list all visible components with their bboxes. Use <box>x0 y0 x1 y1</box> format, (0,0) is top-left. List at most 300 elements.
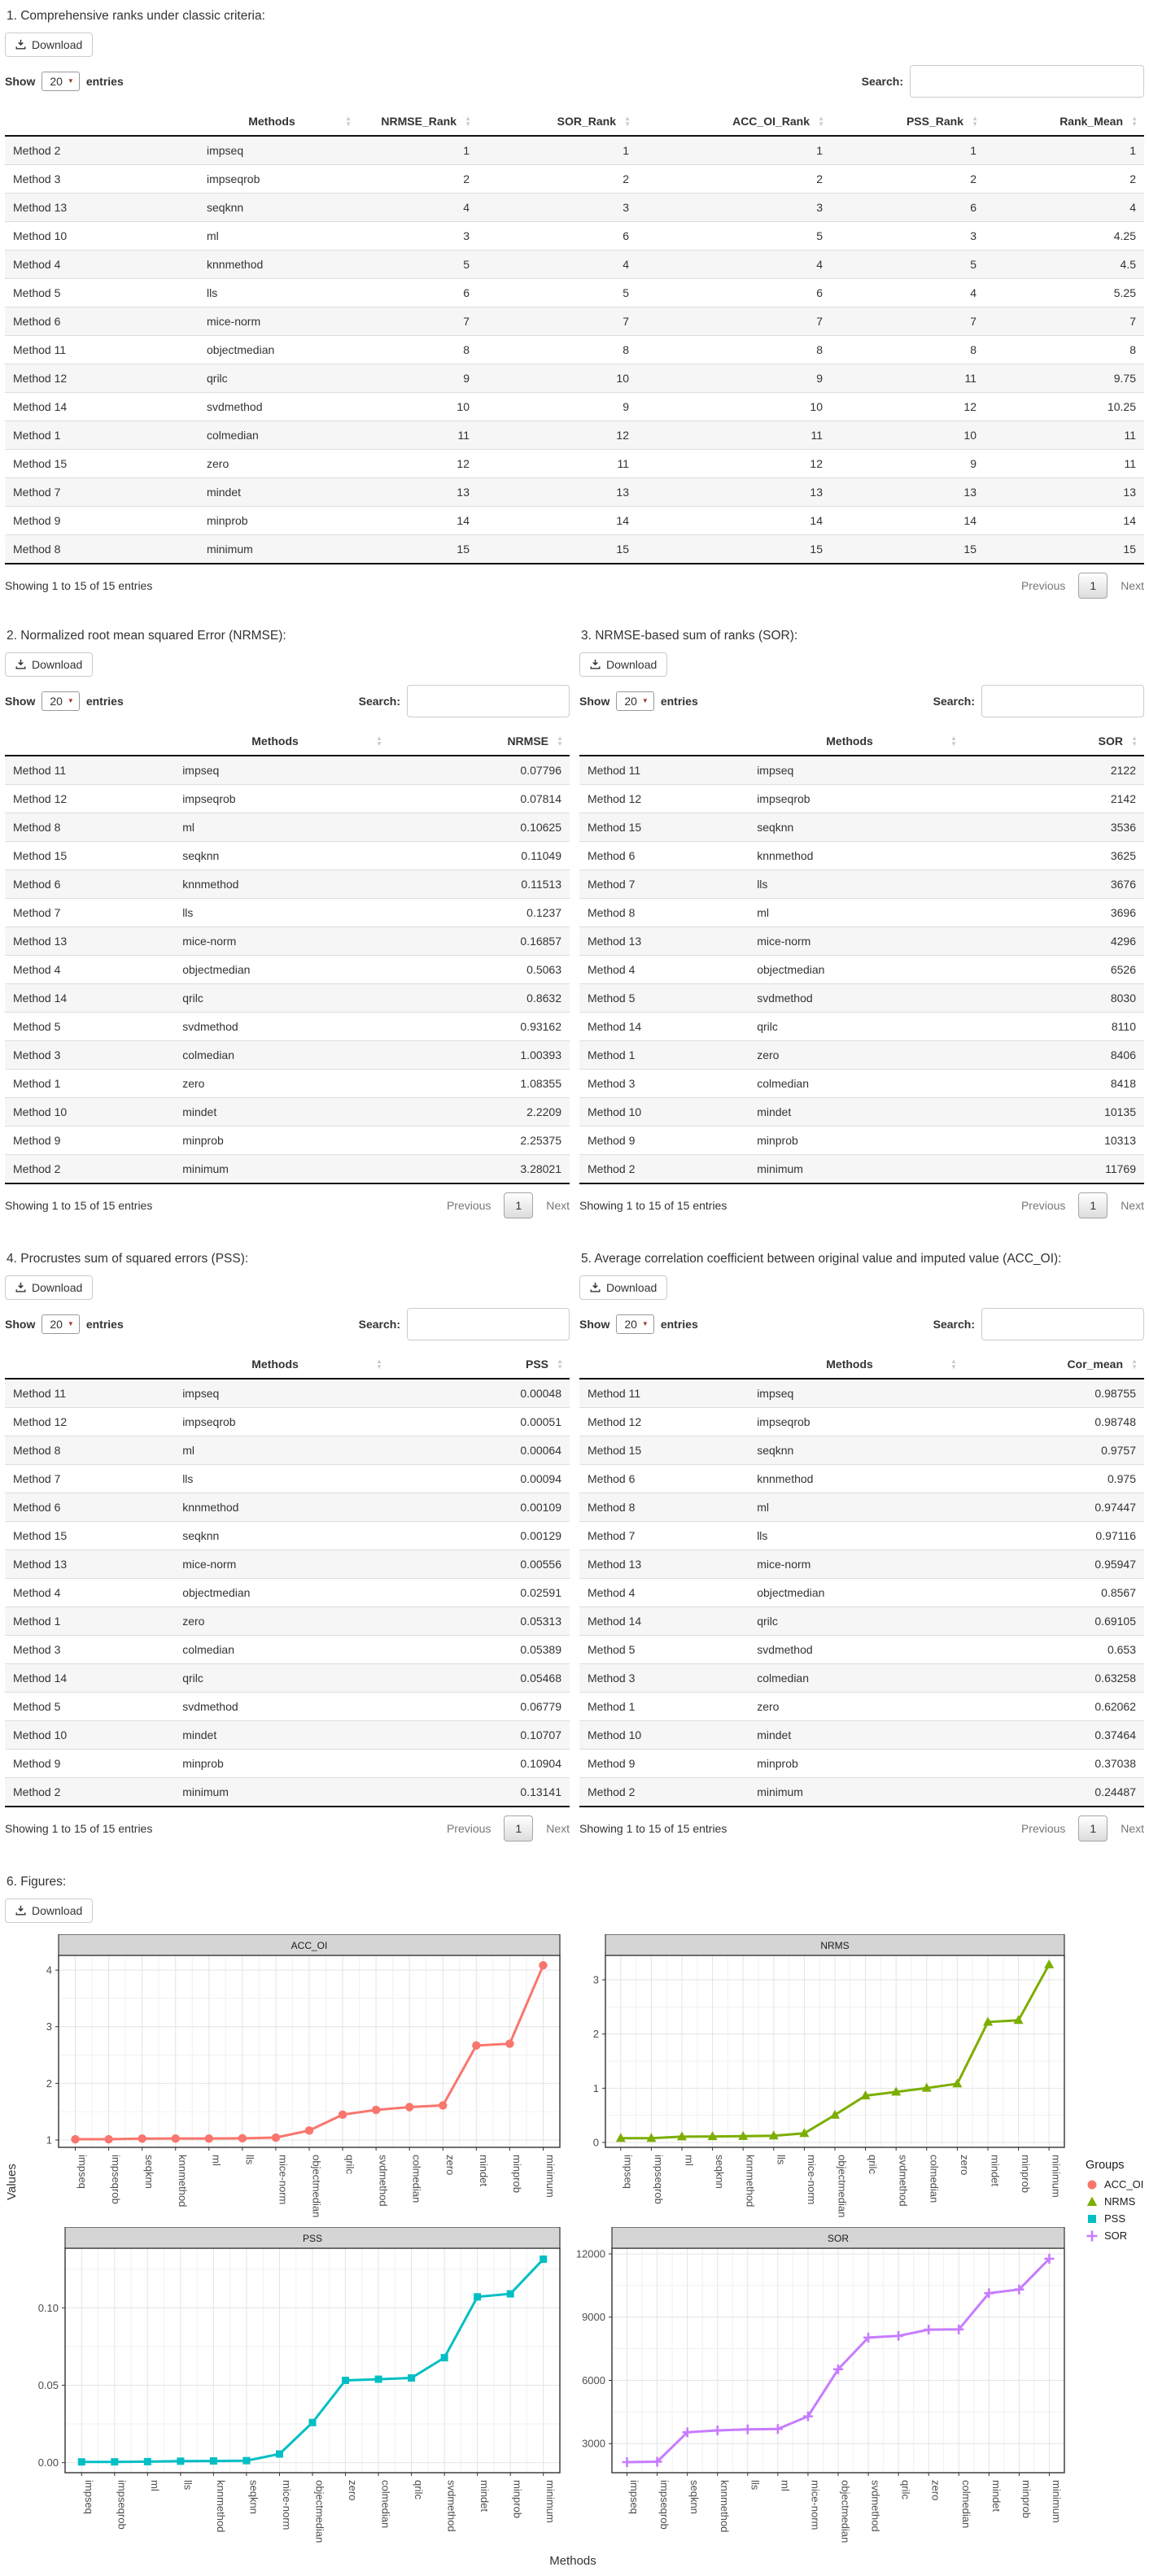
svg-text:knnmethod: knnmethod <box>719 2479 732 2533</box>
sort-icon: ▲ ▼ <box>465 114 471 128</box>
table-row <box>5 1012 570 1040</box>
cell: 0.62062 <box>963 1692 1144 1720</box>
svg-text:ml: ml <box>779 2479 792 2491</box>
cell: 0.97447 <box>963 1493 1144 1521</box>
table-row <box>5 1154 570 1183</box>
caret-down-icon: ▼ <box>67 77 74 85</box>
cell: 5 <box>358 250 478 278</box>
svg-text:colmedian: colmedian <box>959 2479 972 2528</box>
cell: 0.8632 <box>389 983 570 1012</box>
svg-text:0.00: 0.00 <box>37 2456 59 2469</box>
column-header-pss_rank[interactable]: PSS_Rank ▲ ▼ <box>831 107 985 136</box>
search-input[interactable] <box>407 685 570 717</box>
triangle-marker-icon <box>1086 2195 1099 2208</box>
previous-page-button[interactable]: Previous <box>446 1198 491 1212</box>
section-nrmse <box>5 623 570 1243</box>
cell: mindet <box>174 1097 389 1126</box>
cell: mindet <box>174 1720 389 1749</box>
table-row <box>579 1720 1144 1749</box>
svg-text:lls: lls <box>749 2479 762 2490</box>
cell: 11 <box>831 364 985 392</box>
svg-text:svdmethod: svdmethod <box>869 2479 882 2532</box>
show-label: Show <box>579 1317 610 1331</box>
cell: Method 13 <box>579 1550 749 1578</box>
cell: Method 11 <box>13 1386 67 1400</box>
page-length-control <box>5 1314 124 1334</box>
cell: Method 4 <box>5 250 199 278</box>
cell: minimum <box>749 1154 963 1183</box>
sort-icon: ▲ ▼ <box>950 734 957 748</box>
table-row <box>5 506 1144 534</box>
cell: Method 6 <box>5 870 174 898</box>
chart-nrms <box>568 1934 1073 2221</box>
cell: lls <box>749 870 963 898</box>
page-1-button[interactable]: 1 <box>504 1815 533 1842</box>
table-row <box>579 955 1144 983</box>
cell: 5 <box>831 250 985 278</box>
cell: svdmethod <box>199 392 358 421</box>
cell: Method 7 <box>579 1521 749 1550</box>
cell: Method 7 <box>579 870 749 898</box>
cell: Method 13 <box>579 926 749 955</box>
show-label: Show <box>5 1317 36 1331</box>
column-header-methods[interactable]: Methods ▲ ▼ <box>199 107 358 136</box>
download-button[interactable] <box>579 1275 667 1300</box>
cell: 2 <box>637 164 831 193</box>
cell: 15 <box>637 534 831 564</box>
search-input[interactable] <box>981 1308 1144 1340</box>
show-label: Show <box>5 694 36 708</box>
pagination <box>447 1192 570 1218</box>
cell: 0.13141 <box>389 1777 570 1807</box>
download-icon <box>590 659 601 669</box>
cell: colmedian <box>174 1635 389 1663</box>
cell: 1.08355 <box>389 1069 570 1097</box>
entries-label: entries <box>85 1317 124 1331</box>
svg-text:impseq: impseq <box>76 2154 90 2189</box>
cell: Method 5 <box>579 1635 749 1663</box>
sor-table <box>579 727 1144 1184</box>
caret-down-icon: ▼ <box>641 1320 649 1328</box>
cell: 12 <box>831 392 985 421</box>
svg-text:mice-norm: mice-norm <box>277 2154 290 2205</box>
svg-text:lls: lls <box>775 2154 788 2164</box>
cell: 10.25 <box>985 392 1144 421</box>
square-marker-icon <box>1086 2212 1099 2225</box>
cell: 0.00109 <box>389 1493 570 1521</box>
column-header-nrmse[interactable]: NRMSE ▲ ▼ <box>389 727 570 756</box>
column-header-methods[interactable]: Methods ▲ ▼ <box>749 727 963 756</box>
table-row <box>5 841 570 870</box>
cell: knnmethod <box>749 1464 963 1493</box>
cell: ml <box>174 813 389 841</box>
table-row <box>5 1379 570 1408</box>
cell: Method 4 <box>5 955 174 983</box>
cell: Method 8 <box>579 1493 749 1521</box>
cell: 0.10625 <box>389 813 570 841</box>
svg-text:6000: 6000 <box>582 2373 605 2386</box>
cell: Method 11 <box>5 335 199 364</box>
cell: 0.69105 <box>963 1606 1144 1635</box>
table-row <box>579 1407 1144 1436</box>
legend-label: ACC_OI <box>1104 2178 1144 2191</box>
cell: seqknn <box>199 193 358 221</box>
sort-icon: ▲ ▼ <box>345 114 352 128</box>
sort-icon: ▲ ▼ <box>950 1357 957 1371</box>
cell: Method 14 <box>5 1663 174 1692</box>
show-label: Show <box>5 74 36 88</box>
search-input[interactable] <box>407 1308 570 1340</box>
download-button[interactable] <box>5 33 93 57</box>
svg-text:1: 1 <box>592 2081 599 2094</box>
cell: Method 8 <box>5 1436 174 1464</box>
section-acc-title: 5. Average correlation coefficient between original value and imputed value (ACC_OI): <box>581 1251 1062 1266</box>
previous-page-button[interactable]: Previous <box>446 1821 491 1835</box>
page-size-select[interactable] <box>42 72 80 91</box>
table-row <box>5 136 1144 165</box>
cell: Method 8 <box>5 813 174 841</box>
search-input[interactable] <box>910 65 1144 98</box>
cell: 13 <box>478 477 637 506</box>
download-button[interactable] <box>579 652 667 677</box>
table-row <box>579 1663 1144 1692</box>
svg-text:SOR: SOR <box>827 2232 850 2244</box>
column-header-pss[interactable]: PSS ▲ ▼ <box>389 1350 570 1379</box>
search-control <box>933 1308 1144 1340</box>
section-pss-title: 4. Procrustes sum of squared errors (PSS): <box>7 1251 249 1266</box>
previous-page-button[interactable]: Previous <box>1020 1821 1066 1835</box>
cell: seqknn <box>174 1521 389 1550</box>
column-header-sor[interactable]: SOR ▲ ▼ <box>963 727 1144 756</box>
svg-text:minprob: minprob <box>1020 2479 1033 2518</box>
cell: seqknn <box>749 1436 963 1464</box>
column-header-methods[interactable]: Methods ▲ ▼ <box>174 1350 389 1379</box>
svg-text:0: 0 <box>592 2136 599 2149</box>
table-row <box>5 1692 570 1720</box>
x-axis-title: Methods <box>549 2553 596 2568</box>
cell: 4 <box>358 193 478 221</box>
cell: Method 6 <box>5 307 199 335</box>
svg-text:0.10: 0.10 <box>37 2301 59 2314</box>
next-page-button[interactable]: Next <box>1121 1821 1144 1835</box>
cell: svdmethod <box>174 1012 389 1040</box>
cell: 8 <box>478 335 637 364</box>
cell: 14 <box>831 506 985 534</box>
cell: impseq <box>207 143 244 157</box>
svg-text:mindet: mindet <box>478 2479 491 2512</box>
cell: zero <box>749 1040 963 1069</box>
cell: minimum <box>199 534 358 564</box>
cell: Method 2 <box>5 1777 174 1807</box>
cell: 0.98755 <box>1094 1386 1136 1400</box>
cell: 0.37038 <box>963 1749 1144 1777</box>
cell: Method 12 <box>579 784 749 813</box>
cell: 12 <box>358 449 478 477</box>
svg-text:zero: zero <box>443 2154 457 2175</box>
table-row <box>579 1692 1144 1720</box>
svg-text:svdmethod: svdmethod <box>377 2154 390 2207</box>
table-row <box>5 1521 570 1550</box>
page-size-value: 20 <box>624 694 637 708</box>
cell: impseqrob <box>749 1407 963 1436</box>
svg-text:minprob: minprob <box>510 2154 523 2193</box>
table-row <box>5 983 570 1012</box>
column-header-methods[interactable]: Methods ▲ ▼ <box>749 1350 963 1379</box>
svg-text:qrilc: qrilc <box>413 2479 426 2500</box>
sort-icon: ▲ ▼ <box>557 734 563 748</box>
svg-text:3: 3 <box>592 1973 599 1986</box>
cell: 6 <box>358 278 478 307</box>
section-ranks <box>5 8 1144 599</box>
y-axis-title: Values <box>4 2163 19 2200</box>
cell: mice-norm <box>199 307 358 335</box>
cell: 1 <box>1129 143 1136 157</box>
cell: Method 3 <box>579 1663 749 1692</box>
table-row <box>5 250 1144 278</box>
cell: 11 <box>985 449 1144 477</box>
cell: Method 11 <box>588 1386 641 1400</box>
table-row <box>579 1749 1144 1777</box>
cell: mice-norm <box>174 1550 389 1578</box>
table-row <box>579 813 1144 841</box>
table-row <box>579 1521 1144 1550</box>
table-row <box>5 1550 570 1578</box>
svg-text:knnmethod: knnmethod <box>177 2154 190 2208</box>
cell: impseqrob <box>174 784 389 813</box>
cell: Method 12 <box>5 364 199 392</box>
table-row <box>5 926 570 955</box>
table-row <box>5 1663 570 1692</box>
table-row <box>5 1749 570 1777</box>
cell: 8406 <box>963 1040 1144 1069</box>
cell: knnmethod <box>199 250 358 278</box>
cell: 0.10904 <box>389 1749 570 1777</box>
cell: mindet <box>199 477 358 506</box>
cell: colmedian <box>749 1069 963 1097</box>
cell: Method 3 <box>5 164 199 193</box>
svg-text:minimum: minimum <box>1050 2154 1063 2198</box>
cell: objectmedian <box>749 955 963 983</box>
cell: lls <box>749 1521 963 1550</box>
cell: 12 <box>637 449 831 477</box>
download-button[interactable] <box>5 652 93 677</box>
cell: Method 14 <box>579 1012 749 1040</box>
cell: 13 <box>831 477 985 506</box>
section-sor-title: 3. NRMSE-based sum of ranks (SOR): <box>581 628 798 643</box>
cell: 14 <box>478 506 637 534</box>
cell: 15 <box>831 534 985 564</box>
page-1-button[interactable]: 1 <box>1078 573 1107 599</box>
cell: Method 12 <box>5 784 174 813</box>
cell: Method 8 <box>579 898 749 926</box>
cell: 5 <box>637 221 831 250</box>
cell: Method 12 <box>5 1407 174 1436</box>
cell: Method 2 <box>13 143 61 157</box>
cell: zero <box>199 449 358 477</box>
caret-down-icon: ▼ <box>67 1320 74 1328</box>
cell: ml <box>749 1493 963 1521</box>
search-input[interactable] <box>981 685 1144 717</box>
cell: 10 <box>637 392 831 421</box>
next-page-button[interactable]: Next <box>546 1821 570 1835</box>
cell: Method 1 <box>5 1606 174 1635</box>
entries-label: entries <box>85 694 124 708</box>
search-label: Search: <box>933 1317 975 1331</box>
cell: 4 <box>831 278 985 307</box>
legend-item-sor <box>1086 2229 1149 2243</box>
download-button[interactable] <box>5 1898 93 1923</box>
cell: impseq <box>182 763 220 777</box>
table-row <box>5 1493 570 1521</box>
page-size-select[interactable] <box>616 1314 654 1334</box>
sort-icon: ▲ ▼ <box>624 114 631 128</box>
cell: Method 9 <box>5 1126 174 1154</box>
svg-text:ACC_OI: ACC_OI <box>291 1939 328 1951</box>
page-1-button[interactable]: 1 <box>504 1192 533 1218</box>
table-row <box>5 278 1144 307</box>
svg-text:2: 2 <box>46 2077 52 2090</box>
column-header-rank_mean[interactable]: Rank_Mean ▲ ▼ <box>985 107 1144 136</box>
svg-text:objectmedian: objectmedian <box>839 2479 852 2543</box>
download-label: Download <box>32 1280 83 1294</box>
column-header-nrmse_rank[interactable]: NRMSE_Rank ▲ ▼ <box>358 107 478 136</box>
page-size-value: 20 <box>50 74 63 88</box>
table-row <box>5 1578 570 1606</box>
svg-text:colmedian: colmedian <box>379 2479 392 2528</box>
cell: svdmethod <box>749 1635 963 1663</box>
table-info: Showing 1 to 15 of 15 entries <box>5 578 153 592</box>
cell: Method 1 <box>579 1040 749 1069</box>
cell: 2 <box>358 164 478 193</box>
download-label: Download <box>32 1903 83 1917</box>
cell: Method 1 <box>579 1692 749 1720</box>
cell: 4.25 <box>985 221 1144 250</box>
cell: 0.00048 <box>520 1386 561 1400</box>
previous-page-button[interactable]: Previous <box>1020 578 1066 592</box>
svg-text:impseqrob: impseqrob <box>116 2479 129 2530</box>
table-row <box>579 1097 1144 1126</box>
cell: 0.93162 <box>389 1012 570 1040</box>
svg-text:mice-norm: mice-norm <box>805 2154 818 2205</box>
cell: 9 <box>637 364 831 392</box>
cell: 3 <box>478 193 637 221</box>
cell: 0.95947 <box>963 1550 1144 1578</box>
next-page-button[interactable]: Next <box>546 1198 570 1212</box>
page-1-button[interactable]: 1 <box>1078 1192 1107 1218</box>
cell: colmedian <box>174 1040 389 1069</box>
next-page-button[interactable]: Next <box>1121 578 1144 592</box>
table-row <box>579 1069 1144 1097</box>
svg-text:minimum: minimum <box>544 2154 557 2198</box>
sort-icon: ▲ ▼ <box>818 114 824 128</box>
cell: Method 1 <box>5 421 199 449</box>
table-row <box>5 364 1144 392</box>
cell: minprob <box>749 1749 963 1777</box>
cell: Method 2 <box>579 1154 749 1183</box>
cell: colmedian <box>199 421 358 449</box>
cell: 3676 <box>963 870 1144 898</box>
circle-marker-icon <box>1086 2178 1099 2191</box>
page-size-select[interactable] <box>42 1314 80 1334</box>
cell: 13 <box>637 477 831 506</box>
svg-text:knnmethod: knnmethod <box>214 2479 227 2533</box>
table-row <box>5 193 1144 221</box>
table-row <box>5 1635 570 1663</box>
sort-icon: ▲ ▼ <box>375 734 382 748</box>
page-size-select[interactable] <box>42 691 80 711</box>
cell: Method 12 <box>579 1407 749 1436</box>
column-header-sor_rank[interactable]: SOR_Rank ▲ ▼ <box>478 107 637 136</box>
svg-text:svdmethod: svdmethod <box>445 2479 458 2532</box>
table-row <box>579 870 1144 898</box>
svg-text:objectmedian: objectmedian <box>313 2479 326 2543</box>
table-row <box>5 164 1144 193</box>
legend-item-acc_oi <box>1086 2178 1149 2191</box>
column-header-methods[interactable]: Methods ▲ ▼ <box>174 727 389 756</box>
svg-text:colmedian: colmedian <box>410 2154 423 2203</box>
cell: 0.02591 <box>389 1578 570 1606</box>
page-1-button[interactable]: 1 <box>1078 1815 1107 1842</box>
cell: Method 7 <box>5 898 174 926</box>
svg-text:zero: zero <box>347 2479 360 2500</box>
cell: qrilc <box>749 1012 963 1040</box>
cell: 11 <box>985 421 1144 449</box>
cell: Method 3 <box>5 1635 174 1663</box>
svg-text:impseqrob: impseqrob <box>652 2154 665 2204</box>
cell: 11 <box>637 421 831 449</box>
svg-text:colmedian: colmedian <box>928 2154 941 2203</box>
cell: 9.75 <box>985 364 1144 392</box>
cell: 1 <box>970 143 976 157</box>
cell: knnmethod <box>174 870 389 898</box>
svg-text:svdmethod: svdmethod <box>897 2154 910 2207</box>
cell: 8030 <box>963 983 1144 1012</box>
table-row <box>579 1154 1144 1183</box>
cell: Method 5 <box>5 1012 174 1040</box>
column-header-cor_mean[interactable]: Cor_mean ▲ ▼ <box>963 1350 1144 1379</box>
page-size-select[interactable] <box>616 691 654 711</box>
cell: 0.00094 <box>389 1464 570 1493</box>
cell: Method 5 <box>5 278 199 307</box>
cell: mice-norm <box>749 926 963 955</box>
cell: 1 <box>816 143 823 157</box>
cell: colmedian <box>749 1663 963 1692</box>
cell: Method 15 <box>5 449 199 477</box>
column-header-acc_oi_rank[interactable]: ACC_OI_Rank ▲ ▼ <box>637 107 831 136</box>
download-button[interactable] <box>5 1275 93 1300</box>
legend-title: Groups <box>1086 2158 1125 2172</box>
table-row <box>5 221 1144 250</box>
cell: Method 10 <box>5 1720 174 1749</box>
cell: 10 <box>831 421 985 449</box>
pagination <box>447 1815 570 1842</box>
cell: 0.05389 <box>389 1635 570 1663</box>
cell: Method 4 <box>579 955 749 983</box>
figures-panel <box>5 1934 1144 2568</box>
previous-page-button[interactable]: Previous <box>1020 1198 1066 1212</box>
cell: Method 5 <box>579 983 749 1012</box>
cell: 7 <box>831 307 985 335</box>
cell: 0.00064 <box>389 1436 570 1464</box>
cell: 10 <box>478 364 637 392</box>
chart-legend <box>1086 2159 1149 2247</box>
cell: impseqrob <box>174 1407 389 1436</box>
sort-icon: ▲ ▼ <box>375 1357 382 1371</box>
page-size-value: 20 <box>50 1317 63 1331</box>
next-page-button[interactable]: Next <box>1121 1198 1144 1212</box>
cell: impseq <box>757 1386 794 1400</box>
pagination <box>1021 1192 1144 1218</box>
